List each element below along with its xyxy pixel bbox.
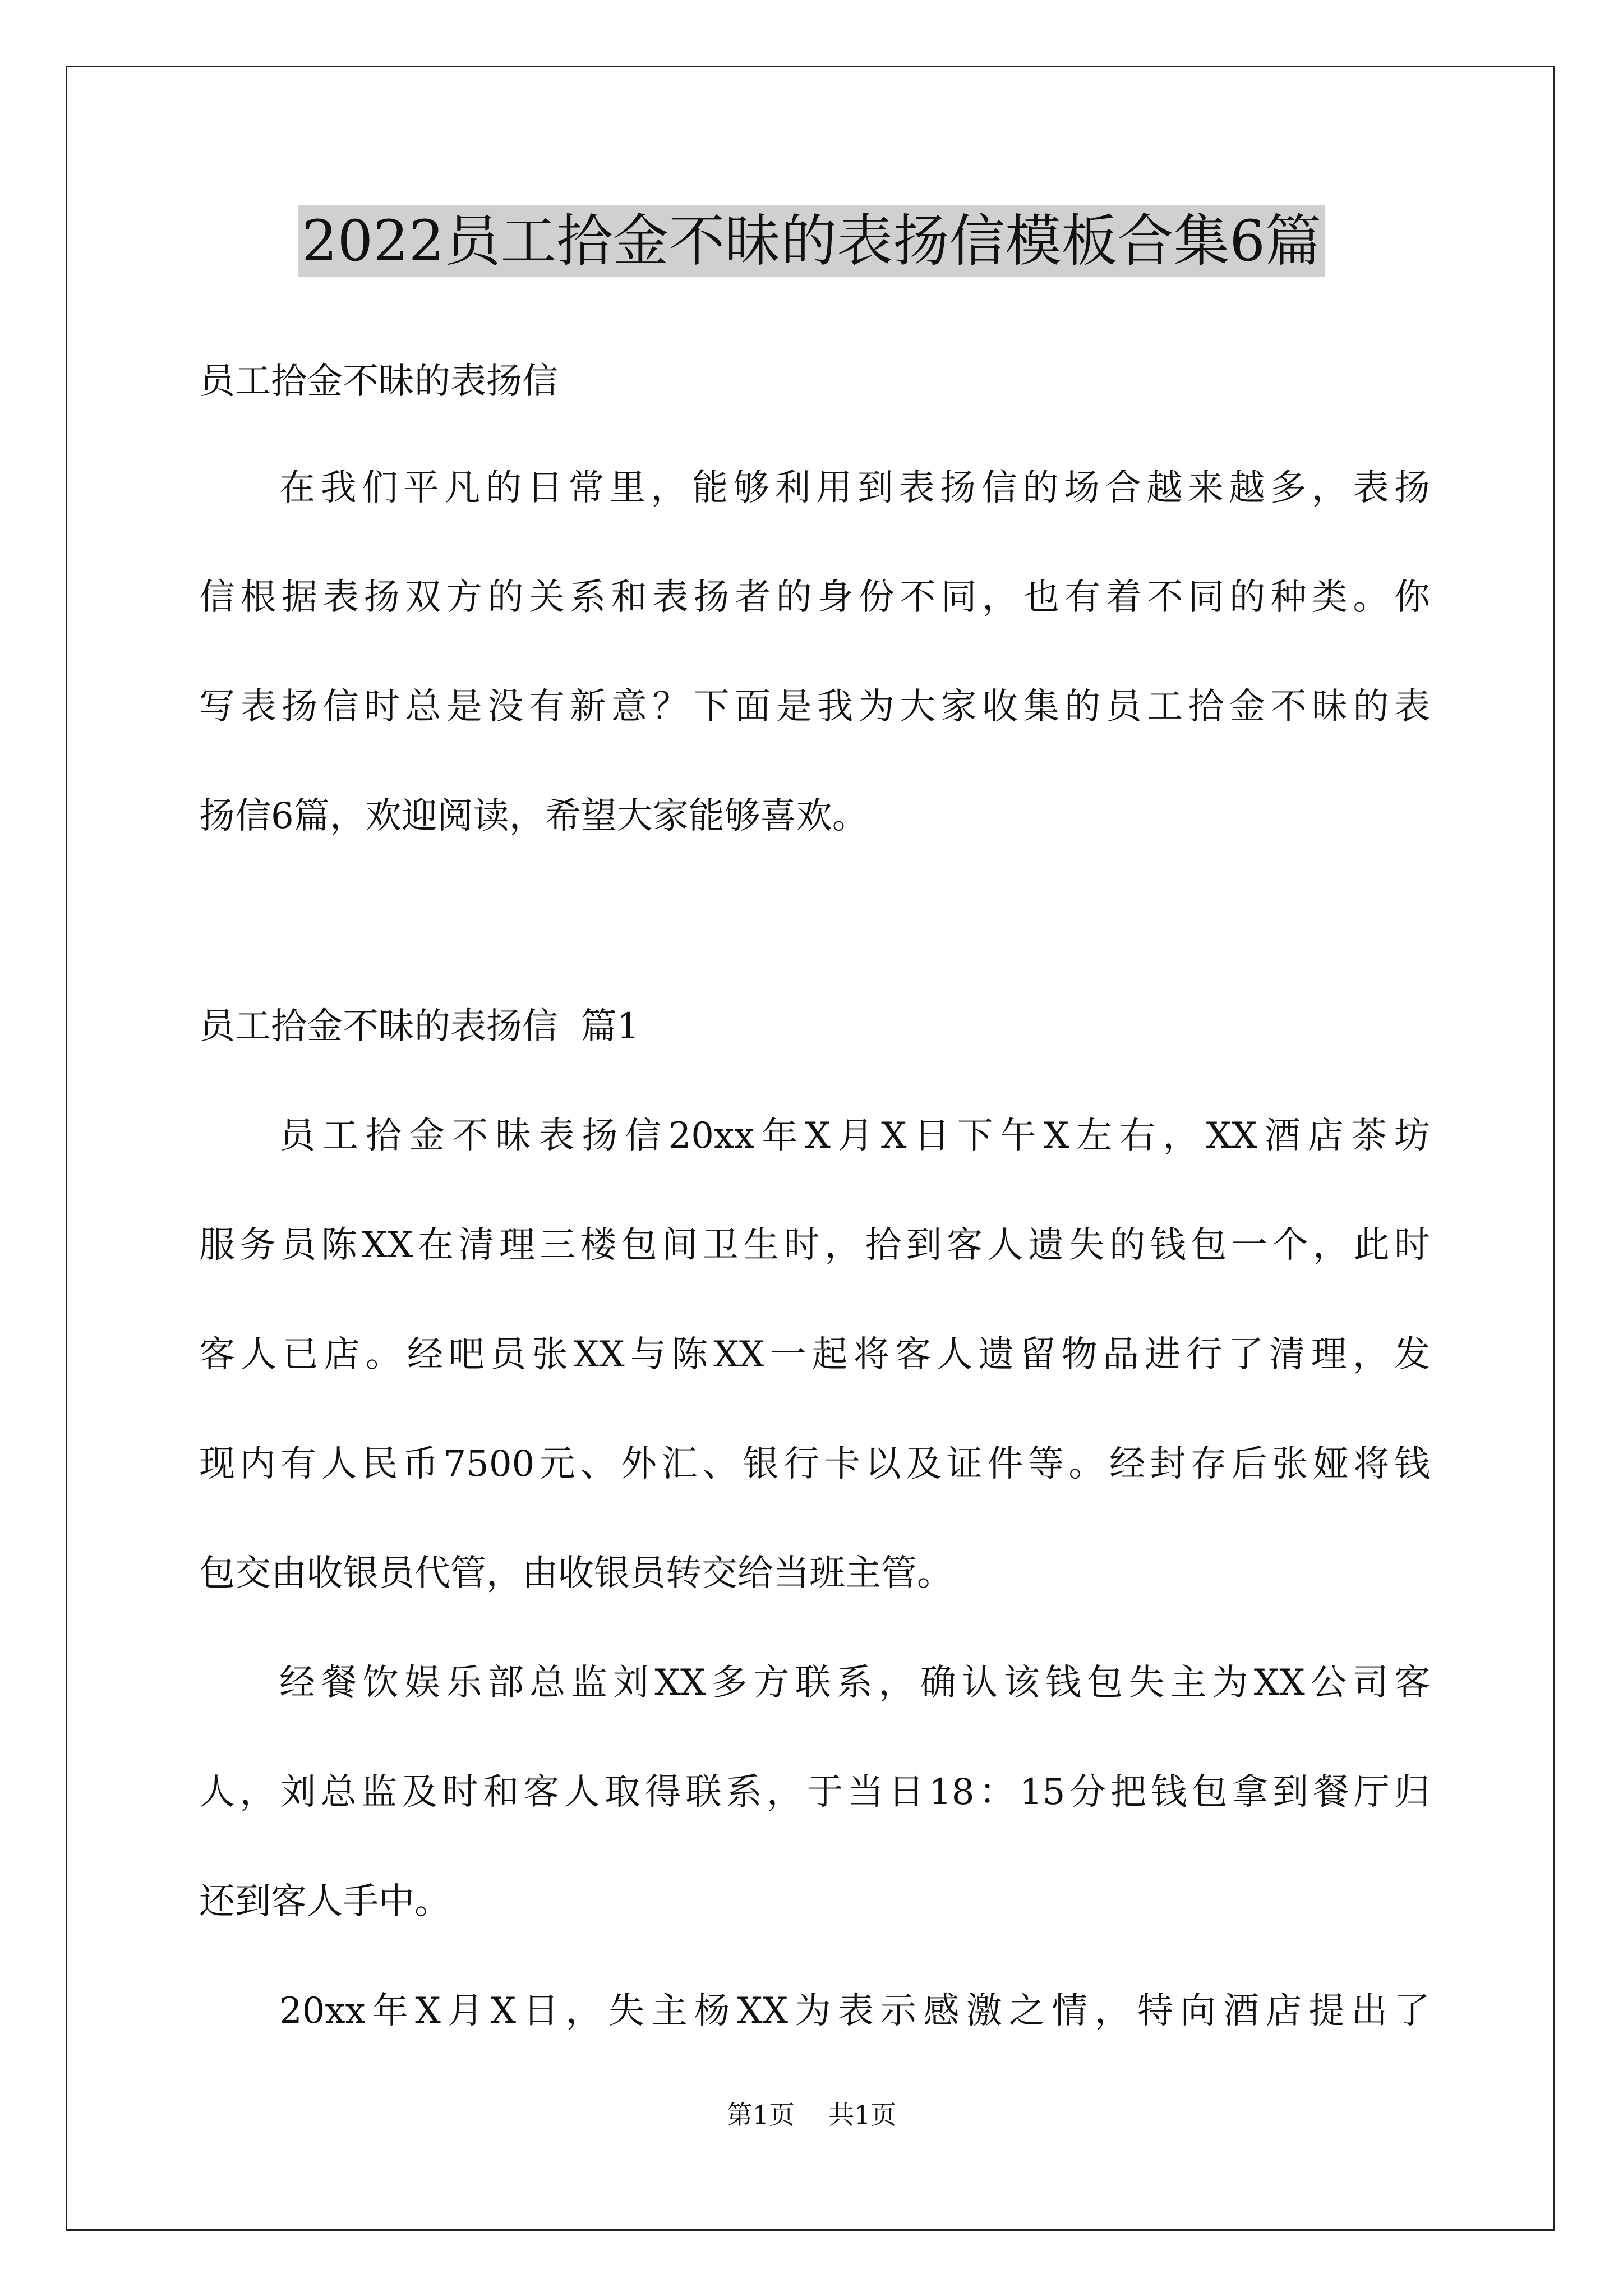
page-footer [0, 2098, 1623, 2132]
paragraph-line: 20xx年X月X日，失主杨XX为表示感激之情，特向酒店提出了 [279, 1990, 1430, 2032]
page-number: 第1页 [726, 2100, 795, 2130]
intro-heading: 员工拾金不昧的表扬信 [199, 361, 558, 402]
paragraph-line: 员工拾金不昧表扬信20xx年X月X日下午X左右，XX酒店茶坊 [279, 1115, 1430, 1157]
paragraph-line: 人，刘总监及时和客人取得联系，于当日18：15分把钱包拿到餐厅归 [199, 1772, 1430, 1813]
intro-line: 在我们平凡的日常里，能够利用到表扬信的场合越来越多，表扬 [279, 467, 1430, 509]
paragraph-line: 经餐饮娱乐部总监刘XX多方联系，确认该钱包失主为XX公司客 [279, 1662, 1430, 1704]
paragraph-line: 还到客人手中。 [199, 1881, 450, 1922]
page-total: 共1页 [828, 2100, 897, 2130]
section-heading: 员工拾金不昧的表扬信 篇1 [199, 1006, 640, 1047]
intro-line: 写表扬信时总是没有新意？下面是我为大家收集的员工拾金不昧的表 [199, 686, 1430, 728]
paragraph-line: 客人已店。经吧员张XX与陈XX一起将客人遗留物品进行了清理，发 [199, 1334, 1430, 1375]
paragraph-line: 包交由收银员代管，由收银员转交给当班主管。 [199, 1553, 953, 1594]
intro-line: 扬信6篇，欢迎阅读，希望大家能够喜欢。 [199, 795, 868, 837]
paragraph-line: 服务员陈XX在清理三楼包间卫生时，拾到客人遗失的钱包一个，此时 [199, 1225, 1430, 1266]
intro-line: 信根据表扬双方的关系和表扬者的身份不同，也有着不同的种类。你 [199, 577, 1430, 618]
paragraph-line: 现内有人民币7500元、外汇、银行卡以及证件等。经封存后张娅将钱 [199, 1443, 1430, 1485]
document-title: 2022员工拾金不昧的表扬信模板合集6篇 [0, 199, 1623, 283]
